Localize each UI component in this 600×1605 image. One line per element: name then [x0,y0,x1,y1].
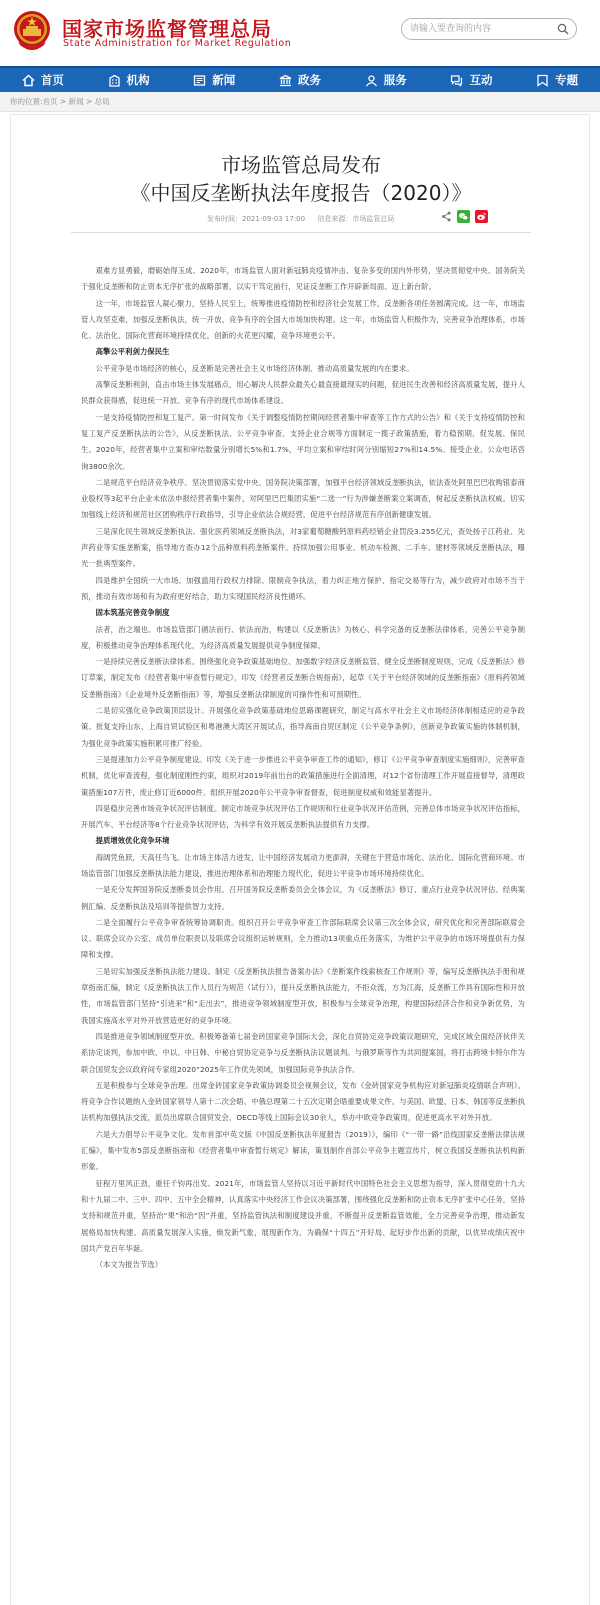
share-bar [441,210,488,223]
news-icon [193,74,206,87]
share-icon[interactable] [441,211,452,222]
paragraph: 这一年，市场监管人凝心聚力，坚持人民至上，统筹推进疫情防控和经济社会发展工作，反垄断各项任务圆满完成。这一年，市场监管人攻坚克难，加强反垄断执法，统一开放、竞争有序的全国大市场加快构建。这一年，市场监管人积极作为，完善竞争治理体系，市场化、法治化、国际化营商环境持续优化，创新的火花更闪耀，竞争环境更公平。 [81,298,525,341]
paragraph: 一是支持疫情防控和复工复产。第一时间发布《关于调整疫情防控期间经营者集中审查等工作方式的公告》和《关于支持疫情防控和复工复产反垄断执法的公告》，从反垄断执法、公平竞争审查、支持企业合规等方面制定一揽子政策措施，着力稳预期、促发展、保民生。2020年，经营者集中立案和审结数量分别增长5%和1.7%，平均立案和审结时间分别缩短27%和14.5%。接受企业、公众电话咨询3800余次。 [81,412,525,471]
info-source: 信息来源：市场监管总局 [317,215,395,223]
home-icon [22,74,35,87]
nav-topic[interactable] [514,68,600,92]
paragraph: （本文为报告节选） [95,1260,163,1270]
nav-government[interactable] [257,68,343,92]
section-heading: 提质增效优化竞争环境 [95,836,170,846]
search-box [401,18,577,40]
breadcrumb[interactable]: 你的位置:首页 > 新闻 > 总局 [10,97,110,106]
article-body [81,263,525,1273]
nav-home-label: 首页 [40,73,64,87]
nav-interaction[interactable] [429,68,515,92]
nav-institutions[interactable] [86,68,172,92]
site-title-cn[interactable]: 国家市场监督管理总局 [62,17,272,41]
nav-interaction-label: 互动 [469,73,493,87]
paragraph: 二是规范平台经济竞争秩序。坚决贯彻落实党中央、国务院决策部署，加强平台经济领域反垄断执法，依法查处阿里巴巴收购银泰商业股权等3起平台企业未依法申报经营者集中案件，对阿里巴巴集团实施“二选一”行为涉嫌垄断案立案调查，树起反垄断执法权威。切实加强线上经济和规范社区团购秩序行政指导，引导企业依法合规经营，促进平台经济规范有序创新健康发展。 [81,477,525,520]
paragraph: 三是提速加力公平竞争制度建设。印发《关于进一步推进公平竞争审查工作的通知》，修订《公平竞争审查制度实施细则》，完善审查机制，优化审查流程，强化制度刚性约束，组织对2019年前出台的政策措施进行全面清理，对12个省份清理工作开展直接督导，清理政策措施107万件，废止修订近6000件。组织开展2020年公平竞争审查督查，促进制度权威和效能显著提升。 [81,754,525,797]
paragraph: 高擎反垄断利剑，直击市场主体发展痛点，用心解决人民群众最关心最直接最现实的问题，促进民生改善和经济高质量发展，提升人民群众获得感，促进统一开放、竞争有序的现代市场体系建设。 [81,380,525,406]
paragraph: 二是全面履行公平竞争审查统筹协调职责。组织召开公平竞争审查工作部际联席会议第三次全体会议，研究优化和完善部际联席会议、联席会议办公室、成员单位职责以及联席会议组织运转规则，全力推动13项重点任务落实，为维护公平竞争的市场环境提供有力保障和支撑。 [81,917,525,960]
nav-home[interactable] [0,68,86,92]
nav-government-label: 政务 [298,73,322,87]
wechat-icon[interactable] [457,210,470,223]
title-divider [71,232,531,233]
paragraph: 六是大力倡导公平竞争文化。发布首部中英文版《中国反垄断执法年度报告（2019）》，编印《“一带一路”沿线国家反垄断法律法规汇编》，集中发布5部反垄断指南和《经营者集中审查暂行规定》解读，策划制作首部公平竞争主题宣传片，树立我国反垄断执法机构新形象。 [81,1129,525,1172]
nav-news[interactable] [171,68,257,92]
paragraph: 四是推进竞争领域制度型开放。积极筹备第七届金砖国家竞争国际大会，深化自贸协定竞争政策议题研究，完成区域全面经济伙伴关系协定谈判，参加中欧、中以、中日韩、中秘自贸协定竞争与反垄断执法议题谈判。与俄罗斯等作为共同提案国，将打击跨境卡特尔作为联合国贸发会议政府间专家组2020“2025年工作优先领域，加强国际竞争执法合作。 [81,1031,525,1074]
paragraph: 公平竞争是市场经济的核心，反垄断是完善社会主义市场经济体制、推动高质量发展的内在要求。 [95,363,414,373]
paragraph: 四是稳步完善市场竞争状况评估制度。制定市场竞争状况评估工作规则和行业竞争状况评估范例，完善总体市场竞争状况评估指标，开展汽车、平台经济等8个行业竞争状况评估，为科学有效开展反垄断执法提供有力支撑。 [81,803,525,830]
site-title-en[interactable]: State Administration for Market Regulation [63,38,292,49]
section-heading: 固本筑基完善竞争制度 [95,608,170,618]
article-meta [207,214,404,224]
search-input[interactable] [410,22,550,36]
article-title-line2: 《中国反垄断执法年度报告（2020）》 [130,181,472,205]
nav-topic-label: 专题 [555,73,579,87]
nav-institutions-label: 机构 [126,73,150,87]
nav-news-label: 新闻 [212,73,236,87]
paragraph: 三是切实加强反垄断执法能力建设。制定《反垄断执法报告备案办法》《垄断案件线索核查工作规则》等，编写反垄断执法手册和规章指南汇编，制定《反垄断执法工作人员行为规范（试行）》，提升反垄断执法能力，不拒众流，方为江海，反垄断工作具有国际性和开放性，市场监管部门坚持“引进来”和“走出去”，推进竞争领域制度型开放，积极参与全球竞争治理，构建国际经济合作和竞争新优势，为我国实施高水平对外开放营造更好的竞争环境。 [81,966,525,1025]
paragraph: 法者，治之端也。市场监管部门循法而行、依法而治，构建以《反垄断法》为核心、科学完备的反垄断法律体系，完善公平竞争制度，积极推动竞争治理体系现代化，为经济高质量发展提供竞争制度保障。 [81,624,525,650]
topic-icon [536,74,549,87]
interaction-icon [450,74,463,87]
paragraph: 三是深化民生领域反垄断执法。强化医药领域反垄断执法，对3家葡萄糖酸钙原料药经销企业罚没3.255亿元，查处扬子江药业、先声药业等实施垄断案，指导地方查办12个品种原料药垄断案件。持续加强公用事业、机动车检测、二手车、建材等领域反垄断执法，曝光一批典型案件。 [81,526,525,569]
national-emblem-icon[interactable] [12,9,52,53]
paragraph: 四是维护全国统一大市场。加强滥用行政权力排除、限制竞争执法，着力纠正地方保护、指定交易等行为，减少政府对市场不当干预，推动有效市场和有为政府更好结合，助力实现国民经济良性循环。 [81,575,525,601]
paragraph: 一是持续完善反垄断法律体系。围绕强化竞争政策基础地位、加强数字经济反垄断监管、健全反垄断制度规则，完成《反垄断法》修订草案，制定发布《经营者集中审查暂行规定》，印发《经营者反垄断合规指南》，起草《关于平台经济领域的反垄断指南》《原料药领域反垄断指南》《企业境外反垄断指南》等，增强反垄断法律制度的可操作性和可预期性。 [81,657,525,699]
government-icon [279,74,292,87]
service-icon [365,74,378,87]
section-heading: 高擎公平利剑力保民生 [95,347,170,357]
article-title-line1: 市场监管总局发布 [221,153,381,177]
paragraph: 二是切实强化竞争政策顶层设计。开展强化竞争政策基础地位思路课题研究，制定与高水平社会主义市场经济体制相适应的竞争政策。批复支持山东、上海自贸试验区和粤港澳大湾区开展试点，指导海南自贸区制定《公平竞争条例》，创新竞争政策实施的体制机制，为强化竞争政策实施积累可推广经验。 [81,706,525,748]
weibo-icon[interactable] [475,210,488,223]
publish-time: 发布时间：2021-09-03 17:00 [207,215,306,223]
search-icon[interactable] [557,23,569,35]
breadcrumb-bar [0,92,600,112]
paragraph: 艰难方显勇毅，磨砺始得玉成。2020年，市场监管人面对新冠肺炎疫情冲击、复杂多变的国内外形势，坚决贯彻党中央、国务院关于强化反垄断和防止资本无序扩张的战略部署，以实干笃定前行，见证反垄断工作开辟新局面、迈上新台阶。 [81,266,525,292]
nav-service[interactable] [343,68,429,92]
nav-service-label: 服务 [383,73,407,87]
paragraph: 海阔凭鱼跃，天高任鸟飞。让市场主体活力迸发，让中国经济发展动力更澎湃，关键在于营造市场化、法治化、国际化营商环境。市场监管部门加强反垄断执法能力建设，推进治理体系和治理能力现代化，促进公平竞争市场环境持续优化。 [81,852,525,878]
site-header [0,0,600,66]
main-nav [0,66,600,92]
paragraph: 五是积极参与全球竞争治理。出席金砖国家竞争政策协调委员会视频会议，发布《金砖国家竞争机构应对新冠肺炎疫情联合声明》。将竞争合作议题纳入金砖国家领导人第十二次会晤、中俄总理第二十五次定期会晤重要成果文件。与美国、欧盟、日本、韩国等反垄断执法机构加强执法交流，派员出席联合国贸发会、OECD等线上国际会议30余人，举办中欧竞争政策周，促进更高水平对外开放。 [81,1080,525,1123]
paragraph: 征程万里风正劲，重任千钧再出发。2021年，市场监管人坚持以习近平新时代中国特色社会主义思想为指导，深入贯彻党的十九大和十九届二中、三中、四中、五中全会精神，认真落实中央经济工作会议决策部署，围绕强化反垄断和防止资本无序扩张中心任务，坚持支持和规范并重，坚持治“果”和治“因”并重，坚持监管执法和制度建设并重，不断提升反垄断监管效能，全力完善竞争治理，推动新发展格局加快构建、高质量发展深入实施，焕发新气象，展现新作为，为确保“十四五”开好局、起好步作出新的贡献，以优异成绩庆祝中国共产党百年华诞。 [81,1178,525,1253]
paragraph: 一是充分发挥国务院反垄断委员会作用。召开国务院反垄断委员会全体会议，为《反垄断法》修订、重点行业竞争状况评估、经典案例汇编、反垄断执法及培训等提供智力支持。 [81,885,525,911]
article-panel [10,114,590,1605]
building-icon [108,74,121,87]
